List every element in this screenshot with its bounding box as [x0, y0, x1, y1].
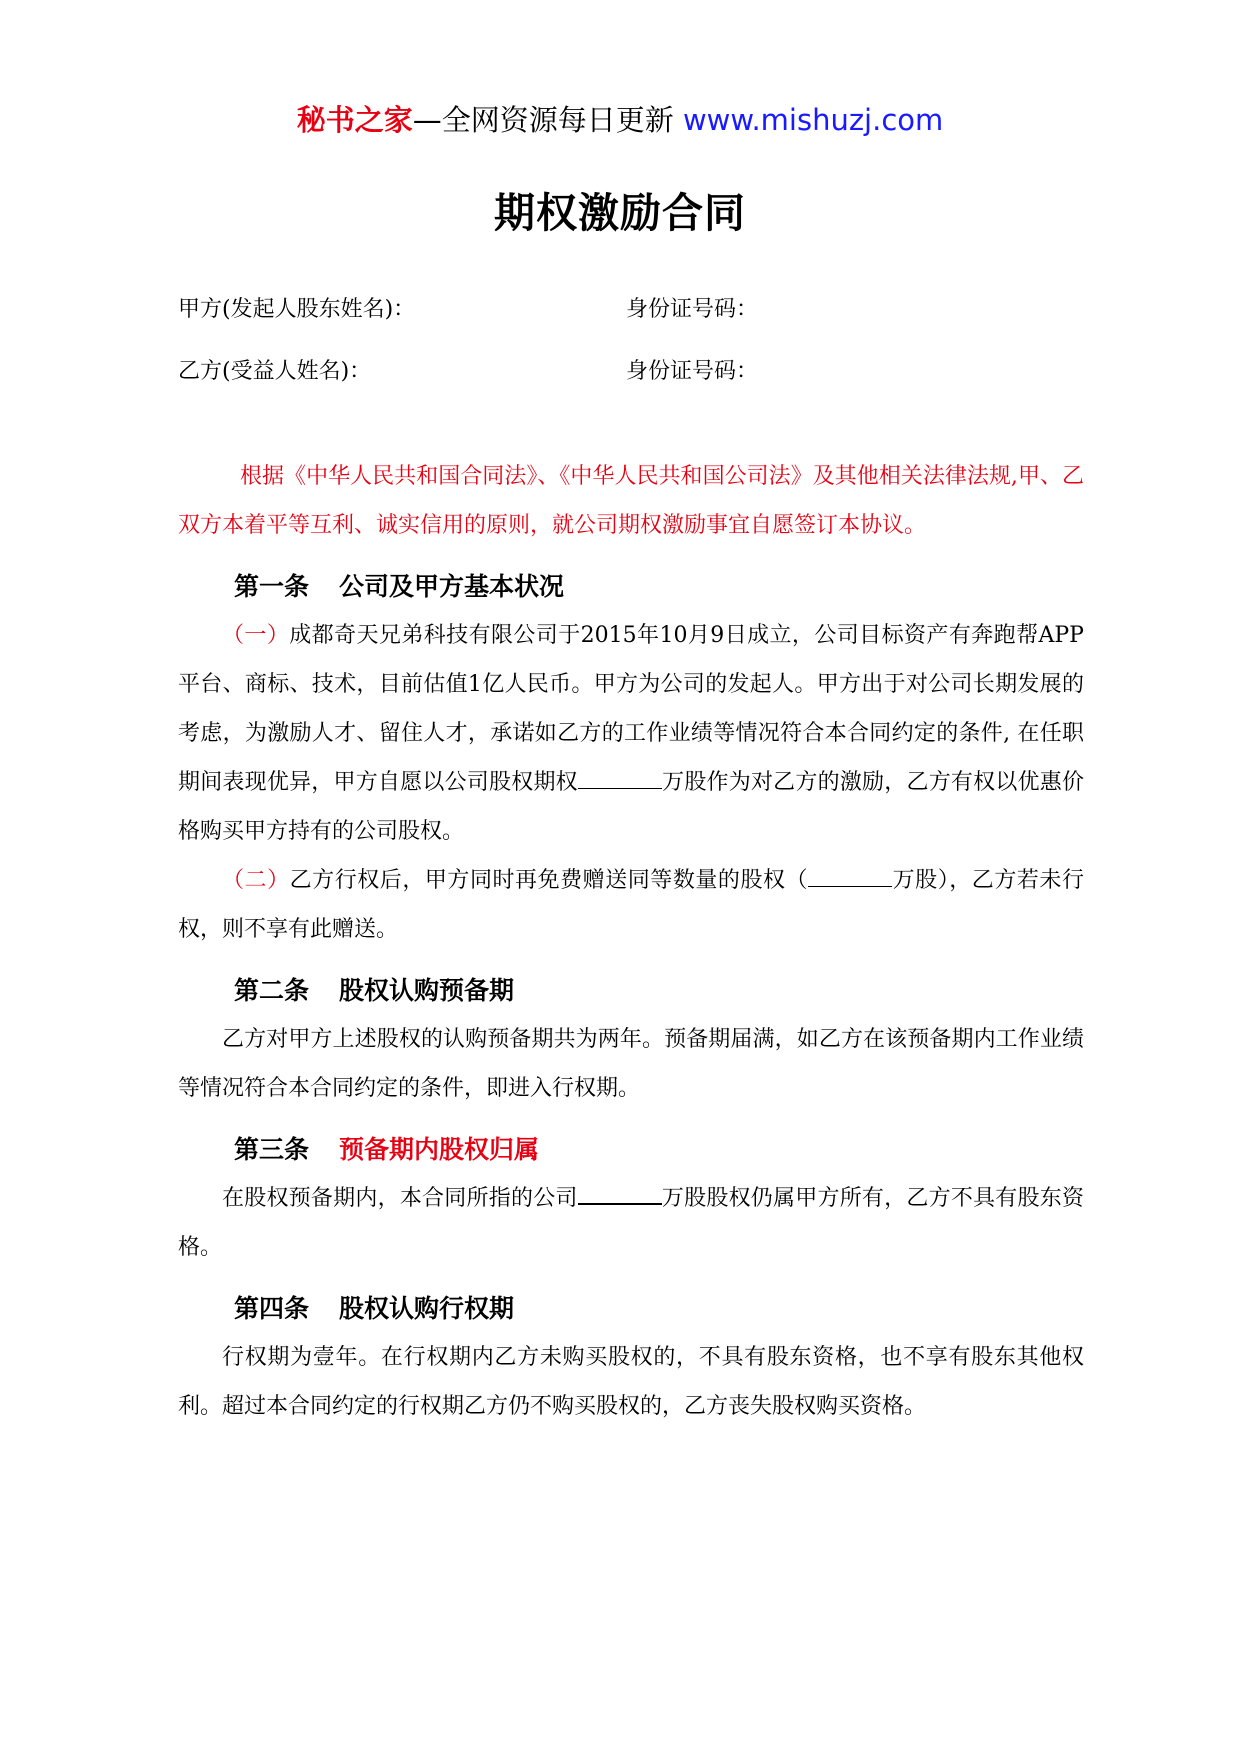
- party-a-row: [178, 290, 1078, 330]
- article-3-text: [178, 1174, 1084, 1272]
- contract-body: [178, 452, 1084, 1431]
- party-a-label: 甲方(发起人股东姓名)：: [178, 297, 416, 322]
- fill-in-blank: [578, 1187, 662, 1205]
- intro-paragraph: 根据《中华人民共和国合同法》、《中华人民共和国公司法》及其他相关法律法规,甲、乙双方本着平等互利、诚实信用的原则，就公司期权激励事宜自愿签订本协议。: [178, 464, 1084, 538]
- party-b-label: 乙方(受益人姓名)：: [178, 359, 372, 384]
- clause-text: 万股股权仍属甲方所有，乙方不具有股东资格。: [178, 1186, 1084, 1260]
- clause-text: 万股作为对乙方的激励，乙方有权以优惠价格购买甲方持有的公司股权。: [178, 770, 1084, 844]
- site-url-link[interactable]: www.mishuzj.com: [682, 103, 944, 137]
- article-1-heading: [178, 562, 1084, 611]
- brand-name: 秘书之家: [296, 103, 413, 137]
- article-number: 第二条: [234, 976, 310, 1005]
- clause-marker: （一）: [222, 623, 290, 648]
- party-a-id-label: 身份证号码：: [626, 297, 759, 322]
- fill-in-blank: [808, 870, 892, 887]
- article-2-heading: [178, 966, 1084, 1015]
- article-title: 股权认购预备期: [339, 976, 515, 1005]
- article-4-text: 行权期为壹年。在行权期内乙方未购买股权的，不具有股东资格，也不享有股东其他权利。超过本合同约定的行权期乙方仍不购买股权的，乙方丧失股权购买资格。: [178, 1345, 1084, 1419]
- article-1-clause-1: [178, 611, 1084, 856]
- article-title: 预备期内股权归属: [339, 1135, 540, 1164]
- article-number: 第三条: [234, 1135, 310, 1164]
- article-3-heading: [178, 1125, 1084, 1174]
- article-title: 公司及甲方基本状况: [339, 572, 565, 601]
- article-1-clause-2: [178, 856, 1084, 954]
- party-b-row: [178, 352, 1078, 392]
- document-title: 期权激励合同: [494, 189, 746, 237]
- article-title: 股权认购行权期: [339, 1294, 515, 1323]
- clause-text: 乙方行权后，甲方同时再免费赠送同等数量的股权（: [289, 868, 809, 893]
- clause-text: 成都奇天兄弟科技有限公司于2015年10月9日成立，公司目标资产有奔跑帮APP平台、商标、技术，目前估值1亿人民币。甲方为公司的发起人。甲方出于对公司长期发展的考虑，为激励人才、留住人才，承诺如乙方的工作业绩等情况符合本合同约定的条件, 在任职期间表现优异，甲方自愿以公司股权期权: [178, 623, 1084, 795]
- banner-tagline: —全网资源每日更新: [412, 103, 683, 137]
- article-number: 第一条: [234, 572, 310, 601]
- site-banner: [0, 100, 1240, 140]
- clause-text: 在股权预备期内，本合同所指的公司: [222, 1186, 578, 1211]
- article-4-heading: [178, 1284, 1084, 1333]
- fill-in-blank: [578, 772, 662, 789]
- clause-text: 万股），乙方若未行权，则不享有此赠送。: [178, 868, 1084, 942]
- article-number: 第四条: [234, 1294, 310, 1323]
- party-b-id-label: 身份证号码：: [626, 359, 759, 384]
- clause-marker: （二）: [222, 868, 290, 893]
- article-2-text: 乙方对甲方上述股权的认购预备期共为两年。预备期届满，如乙方在该预备期内工作业绩等情况符合本合同约定的条件，即进入行权期。: [178, 1027, 1084, 1101]
